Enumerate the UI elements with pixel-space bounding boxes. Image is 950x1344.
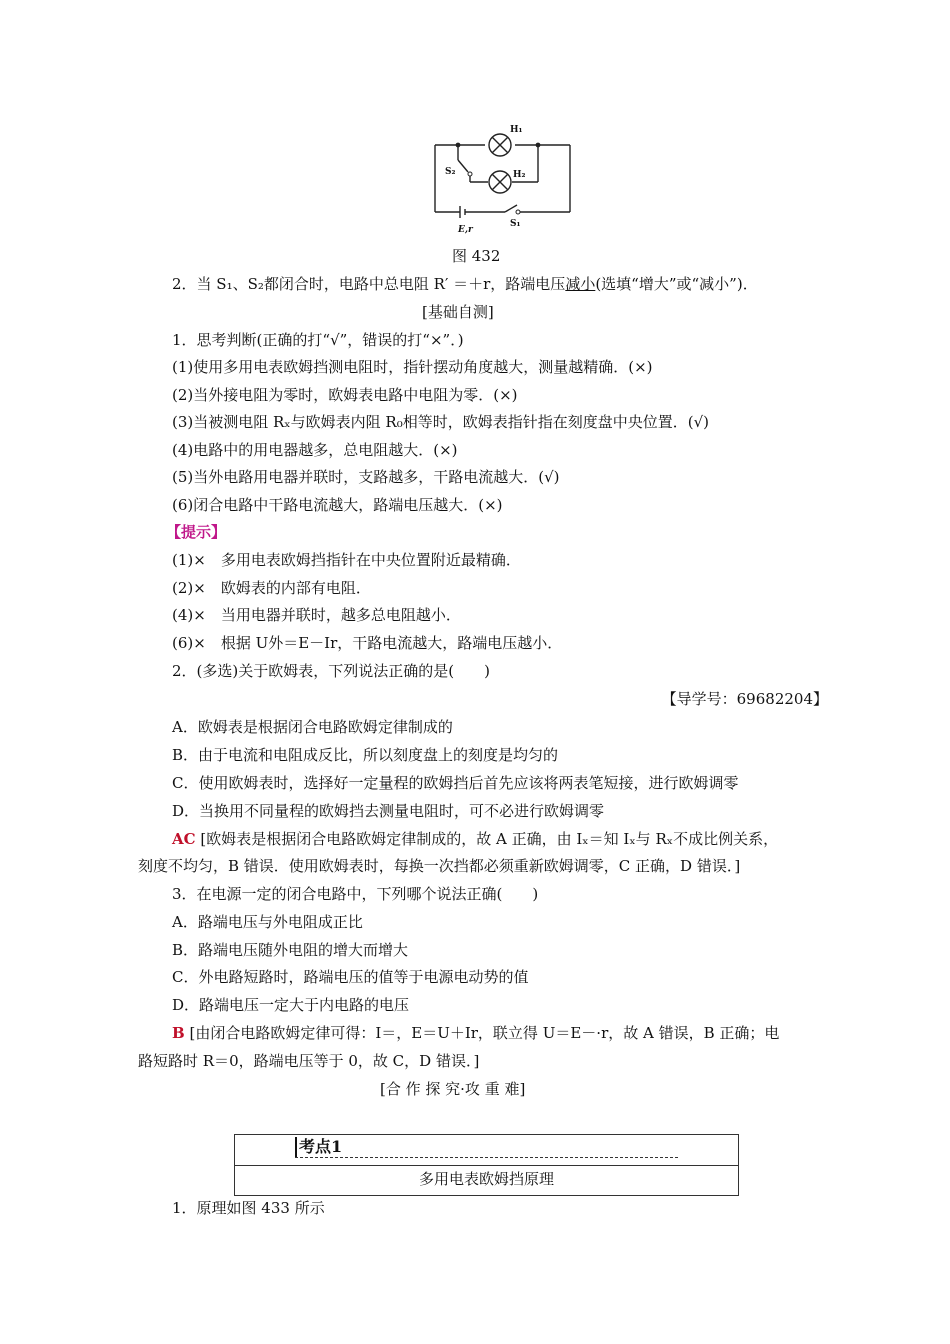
kaodian-title: 考点1 — [295, 1137, 342, 1157]
hint-label: 【提示】 — [166, 523, 227, 541]
label-s1: S₁ — [510, 219, 521, 229]
kaodian-box — [234, 1134, 739, 1196]
q2-explanation-line-1 — [172, 829, 778, 849]
q2-option: D．当换用不同量程的欧姆挡去测量电阻时，可不必进行欧姆调零 — [172, 802, 605, 820]
label-s2: S₂ — [445, 167, 456, 177]
q1-item: (6)闭合电路中干路电流越大，路端电压越大．(×) — [172, 496, 503, 514]
q3-explanation-line-2: 路短路时 R＝0，路端电压等于 0，故 C，D 错误．] — [138, 1052, 480, 1070]
hint-item: (6)× 根据 U外＝E－Ir，干路电流越大，路端电压越小． — [172, 634, 563, 652]
q1-item: (5)当外电路用电器并联时，支路越多，干路电流越大．(√) — [172, 468, 560, 486]
q3-stem: 3．在电源一定的闭合电路中，下列哪个说法正确( ) — [172, 885, 539, 903]
q2-option: A．欧姆表是根据闭合电路欧姆定律制成的 — [172, 718, 453, 736]
hint-item: (2)× 欧姆表的内部有电阻． — [172, 579, 371, 597]
kaodian-dashed-rule — [295, 1157, 678, 1158]
q3-option: A．路端电压与外电阻成正比 — [172, 913, 363, 931]
q2-option: B．由于电流和电阻成反比，所以刻度盘上的刻度是均匀的 — [172, 746, 559, 764]
label-h2: H₂ — [513, 170, 526, 180]
hint-item: (1)× 多用电表欧姆挡指针在中央位置附近最精确． — [172, 551, 521, 569]
q2-stem: 2．(多选)关于欧姆表，下列说法正确的是( ) — [172, 662, 490, 680]
label-source: E,r — [458, 225, 473, 235]
q2-explanation-line-2: 刻度不均匀，B 错误．使用欧姆表时，每换一次挡都必须重新欧姆调零，C 正确，D 错误．] — [138, 857, 741, 875]
section-basic-heading: [基础自测] — [422, 303, 494, 321]
label-h1: H₁ — [510, 125, 523, 135]
q2-explain-1: [欧姆表是根据闭合电路欧姆定律制成的，故 A 正确，由 Iₓ＝知 Iₓ与 Rₓ不成比例关系， — [200, 830, 779, 848]
q3-answer: B — [172, 1024, 185, 1042]
q1-item: (3)当被测电阻 Rₓ与欧姆表内阻 R₀相等时，欧姆表指针指在刻度盘中央位置．(√) — [172, 413, 710, 431]
q1-stem: 1．思考判断(正确的打“√”，错误的打“×”．) — [172, 331, 464, 349]
intro-line-2 — [172, 274, 758, 294]
intro-underlined: 减小 — [565, 275, 596, 293]
principle-line: 1．原理如图 433 所示 — [172, 1199, 325, 1217]
intro-pre: 2．当 S₁、S₂都闭合时，电路中总电阻 R′ ＝＋r，路端电压 — [172, 275, 566, 293]
intro-post: (选填“增大”或“减小”)． — [595, 275, 758, 293]
circuit-diagram — [430, 120, 575, 240]
q1-item: (1)使用多用电表欧姆挡测电阻时，指针摆动角度越大，测量越精确．(×) — [172, 358, 653, 376]
q2-option: C．使用欧姆表时，选择好一定量程的欧姆挡后首先应该将两表笔短接，进行欧姆调零 — [172, 774, 739, 792]
q3-explanation-line-1 — [172, 1023, 779, 1043]
q3-explain-1: [由闭合电路欧姆定律可得：I＝，E＝U＋Ir，联立得 U＝E－·r，故 A 错误，B 正确；电 — [189, 1024, 780, 1042]
hint-item: (4)× 当用电器并联时，越多总电阻越小． — [172, 606, 461, 624]
guide-number: 【导学号：69682204】 — [661, 690, 828, 708]
section-explore-heading: [合 作 探 究·攻 重 难] — [380, 1080, 526, 1098]
q3-option: B．路端电压随外电阻的增大而增大 — [172, 941, 409, 959]
q3-option: D．路端电压一定大于内电路的电压 — [172, 996, 410, 1014]
kaodian-divider — [235, 1165, 738, 1166]
q1-item: (4)电路中的用电器越多，总电阻越大．(×) — [172, 441, 458, 459]
kaodian-subtitle: 多用电表欧姆挡原理 — [418, 1170, 554, 1188]
figure-caption: 图 432 — [452, 247, 501, 265]
q1-item: (2)当外接电阻为零时，欧姆表电路中电阻为零．(×) — [172, 386, 518, 404]
q3-option: C．外电路短路时，路端电压的值等于电源电动势的值 — [172, 968, 529, 986]
q2-answer: AC — [172, 830, 196, 848]
